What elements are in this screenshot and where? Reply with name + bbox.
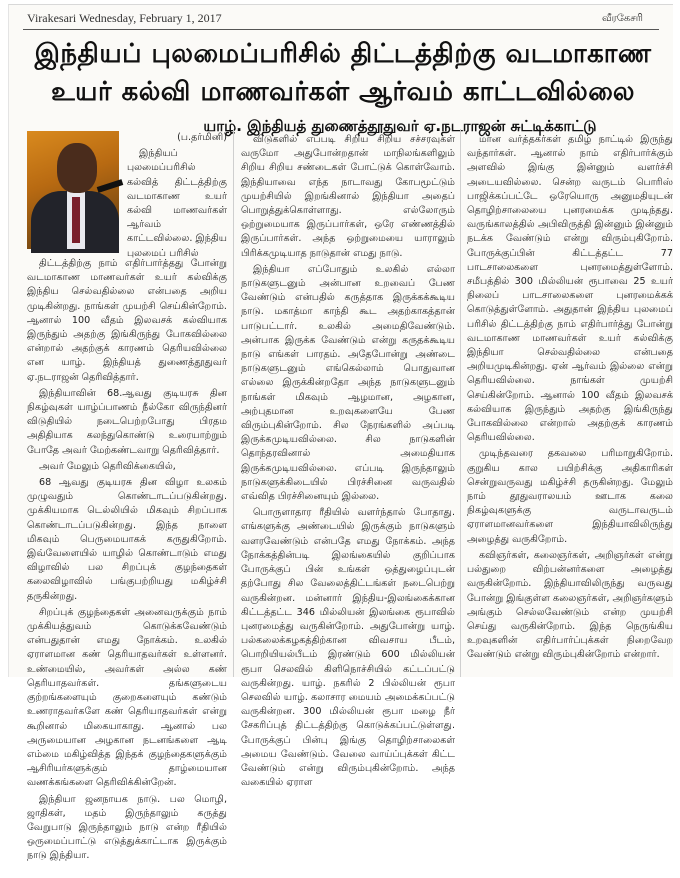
paragraph: சிறப்புக் குழந்தைகள் அனைவருக்கும் நாம் முக்கியத்துவம் கொடுக்கவேண்டும் என்பதுதான் எமது நோக்கம். உலகில் ஏராளமான கண் தெரியாதவர்கள் உள்ளனர். உண்மையில், அவர்கள் அல்ல கண் தெரியாதவர்கள். தங்களுடைய குற்றங்களையும் குறைகளையும் கண்டும் உணராதவர்களே கண் தெரியாதவர்கள் என்று கூறினால் மிகையாகாது. ஆனால் பல அருமையான அழகான நடனங்களை ஆடி எம்மை மகிழ்வித்த இந்தக் குழந்தைகளுக்கும் ஆசிரியர்களுக்கும் தாழ்மையான வணக்கங்களை தெரிவிக்கின்றேன். <box>27 606 227 789</box>
header-rule <box>23 29 659 30</box>
speaker-photo <box>27 131 119 249</box>
photo-head <box>57 143 97 193</box>
newspaper-date-line: Virakesari Wednesday, February 1, 2017 <box>27 11 222 25</box>
paragraph: கவிஞர்கள், கலைஞர்கள், அறிஞர்கள் என்று பல்துறை விற்பன்னர்களை அழைத்து வருகின்றோம். இந்தியாவிலிருந்து வருவது போன்று இங்குள்ள கலைஞர்கள், அறிஞர்களும் அங்கும் செல்லவேண்டும் என்ற முயற்சி செய்து வருகின்றோம். இந்த நெருங்கிய உறவுகளின் எதிர்பார்ப்புக்கள் நிறைவேற வேண்டும் என்று விரும்புகின்றோம் என்றார். <box>467 549 673 661</box>
article-headline <box>23 35 663 111</box>
column-divider <box>233 129 234 677</box>
column-1 <box>27 257 227 862</box>
paragraph: 68 ஆவது குடியரசு தின விழா உலகம் முழுவதும் கொண்டாடப்படுகின்றது. முக்கியமாக டெல்லியில் மிகவும் சிறப்பாக கொண்டாடப்படுகின்றது. இந்த நாளை மிகவும் பெருமையாகக் கருதுகிறோம். இவ்வேளையில் யாழில் கொண்டாடும் எமது விழாவில் பல சிறப்புக் குழந்தைகள் கலைவிழாவில் பங்குபற்றியது மகிழ்ச்சி தருகின்றது. <box>27 477 227 602</box>
microphone-icon <box>97 179 124 193</box>
column-1-top <box>127 131 228 259</box>
headline-line-2: உயர் கல்வி மாணவர்கள் ஆர்வம் காட்டவில்லை <box>51 77 635 107</box>
paragraph: இந்தியாவின் 68.ஆவது குடியரசு தின நிகழ்வுகள் யாழ்ப்பாணம் நீல்கோ விருந்தினர் விடுதியில் நடைபெற்றபோது பிரதம அதிதியாக கலந்துகொண்டு உரையாற்றும் போதே அவர் மேற்கண்டவாறு தெரிவித்தார். <box>27 387 227 456</box>
paragraph: மான வர்த்தகர்கள் தமிழ் நாட்டில் இருந்து வந்தார்கள். ஆனால் நாம் எதிர்பார்க்கும் அளவில் இங்கு இன்னும் வளர்ச்சி அடையவில்லை. சென்ற வருடம் பொரிஸ் பாஜிக்கப்பட்டே ஒரேயொரு அனுமதியுடன் தொழிற்சாலையை புனரமைக்க முடிந்தது. வருங்காலத்தில் அபிவிருத்தி இன்னும் இன்னும் நடக்க வேண்டும் என்று விரும்புகிறோம். போருக்குப்பின் கிட்டத்தட்ட 77 பாடசாலைகளை புனரமைத்துள்ளோம். சமீபத்தில் 300 மில்லியன் ரூபாவை 25 உயர் நிலைப் பாடசாலைகளை புனரமைக்கக் கொடுத்துள்ளோம். அதுதான் இந்திய புலமைப் பரிசில் திட்டத்திற்கு நாம் எதிர்பார்த்து போன்று வடமாகாண மாணவர்கள் உயர் கல்விக்கு இந்தியா செல்வதில்லை என்பதை அறியமுடிகின்றது. ஏன் ஆர்வம் இல்லை என்று தெரியவில்லை. நாங்கள் முயற்சி செய்கின்றோம். ஆனால் 100 வீதம் இலவசக் கல்வியாக இருந்தும் அதற்கு இங்கிருந்து போகவில்லை என்றால் அதற்குக் காரணம் தெரியவில்லை. <box>467 134 673 444</box>
paragraph: திட்டத்திற்கு நாம் எதிர்பார்த்தது போன்று வடமாகாண மாணவர்கள் உயர் கல்விக்கு இந்திய செல்வதில்லை என்பதை அறிய முடிகின்றது. நாங்கள் முயற்சி செய்கின்றோம். ஆனால் 100 வீதம் இலவசக் கல்வியாக இருந்தும் அதற்கு இங்கிருந்து போகவில்லை என்றால் அதற்குக் காரணம் தெரியவில்லை என யாழ். இந்தியத் துணைத்தூதுவர் ஏ.நடராஜன் தெரிவித்தார். <box>27 258 227 383</box>
column-2 <box>241 133 455 789</box>
headline-line-1: இந்தியப் புலமைப்பரிசில் திட்டத்திற்கு வடமாகாண <box>34 39 652 69</box>
column-divider <box>460 129 461 677</box>
paragraph: விடுகளில் எப்படி சிறிய சிறிய சச்சரவுகள் வருமோ அதுபோன்றதான் மாநிலங்களிலும் சிறிய சிறிய சண்டைகள் போட்டுக் கொள்வோம். இந்தியாவை எந்த நாடாவது கோபமூட்டும் முயற்சியில் இறங்கினால் இந்தியா அதைப் பொறுத்துக்கொள்ளாது. எல்லோரும் ஒற்றுமையாக இருப்பார்கள், ஒரே எண்ணத்தில் இருப்பார்கள். அந்த ஒற்றுமையை யாராலும் பிரிக்கமுடியாத நாடுதான் எமது நாடு. <box>241 134 455 259</box>
paragraph: இந்தியப் புலமைப்பரிசில் கல்வித் திட்டத்திற்கு வடமாகாண உயர் கல்வி மாணவர்கள் ஆர்வம் காட்டவில்லை. இந்திய புலமைப் பரிசில் <box>127 148 228 259</box>
paragraph: இந்தியா எப்போதும் உலகில் எல்லா நாடுகளுடனும் அன்பான உறவைப் பேண வேண்டும் என்பதில் கருத்தாக இருக்கக்கூடிய நாடு. மகாத்மா காந்தி கூட அதற்காகத்தான் பாடுபட்டார். உலகில் அமைதிவேண்டும். அன்பாக இருக்க வேண்டும் என்று கருதக்கூடிய நாடு எங்கள் பாரதம். அதேபோன்று அண்டை நாடுகளுடனும் எங்கெல்லாம் பொதுவான எல்லை இருக்கின்றதோ அந்த நாடுகளுடனும் நாங்கள் மிகவும் ஆழமான, அழகான, அற்புதமான உறவுகளையே பேண விரும்புகின்றோம். சில நேரங்களில் அப்படி இருக்கமுடியவில்லை. சில நாடுகளின் தொந்தரவினால் அமைதியாக இருக்கமுடியவில்லை. எப்படி இருந்தாலும் நாடுகளுக்கிடையில் பிரச்சினை வருவதில் எவ்வித பிரச்சினையும் இல்லை. <box>241 263 455 503</box>
article-subheadline: யாழ். இந்தியத் துணைத்தூதுவர் ஏ.நடராஜன் சுட்டிக்காட்டு <box>203 117 597 135</box>
paragraph: இந்தியா ஜனநாயக நாடு. பல மொழி, ஜாதிகள், மதம் இருந்தாலும் கருத்து வேறுபாடு இருந்தாலும் நாடு என்ற ரீதியில் ஒருமைப்பாட்டு எடுத்துக்காட்டாக இருக்கும் நாடு இந்தியா. <box>27 793 227 862</box>
paragraph: பொருளாதார ரீதியில் வளர்ந்தால் போதாது. எங்களுக்கு அண்டையில் இருக்கும் நாடுகளும் வளரவேண்டும் என்பதே எமது நோக்கம். அந்த நோக்கத்தின்படி இலங்கையில் குறிப்பாக போருக்குப் பின் உங்கள் ஒத்துழைப்புடன் தற்போது சில வேலைத்திட்டங்கள் நடைபெற்று வருகின்றன. மன்னார் இந்திய-இலங்கைக்கான கிட்டத்தட்ட 346 மில்லியன் இலங்கை ரூபாவில் புனரமைத்து வருகின்றோம். அதுபோன்று யாழ். பல்கலைக்கழகத்திற்கான விவசாய பீடம், பொறியியல்பீடம் இரண்டும் 600 மில்லியன் ரூபா செலவில் கிளிநொச்சியில் கட்டப்பட்டு வருகின்றது. யாழ். நகரில் 2 பில்லியன் ரூபா செலவில் யாழ். கலாசார மையம் அமைக்கப்பட்டு வருகின்றன. 300 மில்லியன் ரூபா மழை நீர் சேகரிப்புத் திட்டத்திற்கு கொடுக்கப்பட்டுள்ளது. போருக்குப் பின்பு இங்கு தொழிற்சாலைகள் அமைய வேண்டும். வேலை வாய்ப்புக்கள் கிட்ட வேண்டும் என்று விரும்புகின்றோம். அந்த வகையில் ஏராள <box>241 507 455 789</box>
column-3 <box>467 133 673 673</box>
paragraph: முடிந்தவரை தகவலை பரிமாறுகிறோம். குறுகிய கால பயிற்சிக்கு அதிகாரிகள் சென்றுவருவது மகிழ்ச்சி தருகின்றது. மேலும் நாம் தூதுவராலயம் ஊடாக கலை நிகழ்வுகளுக்கு வருடாவருடம் ஏராளமானவர்களை இந்தியாவிலிருந்து அழைத்து வருகிறோம். <box>467 448 673 545</box>
masthead-label: வீரகேசரி <box>602 13 643 24</box>
article-byline: (ப.தர்மினி) <box>177 132 227 143</box>
newspaper-clipping <box>8 4 673 862</box>
paragraph: அவர் மேலும் தெரிவிக்கையில், <box>39 460 176 472</box>
photo-tie <box>72 197 80 243</box>
